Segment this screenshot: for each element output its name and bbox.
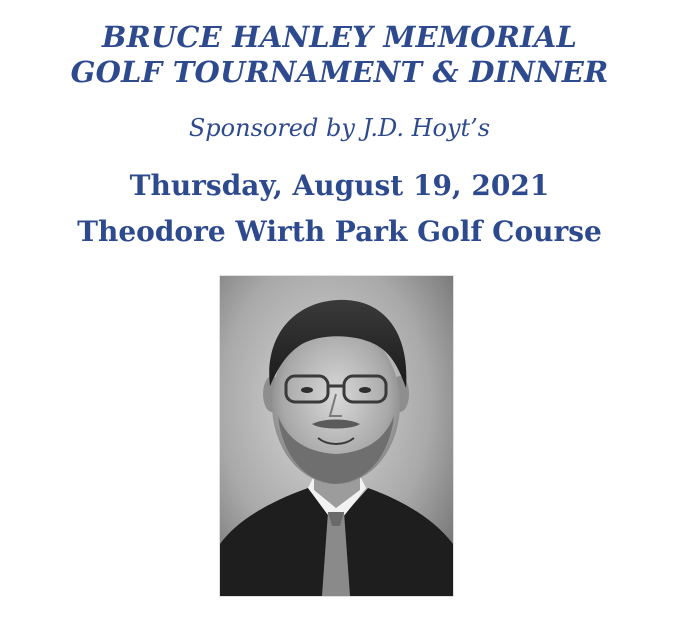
event-title-line-2: GOLF TOURNAMENT & DINNER [70, 55, 609, 89]
event-title-line-1: BRUCE HANLEY MEMORIAL [101, 20, 578, 54]
sponsor-line: Sponsored by J.D. Hoyt’s [188, 114, 491, 142]
event-date: Thursday, August 19, 2021 [129, 169, 550, 202]
portrait-illustration [220, 276, 453, 596]
portrait-photo [220, 276, 453, 596]
event-venue: Theodore Wirth Park Golf Course [77, 215, 602, 248]
